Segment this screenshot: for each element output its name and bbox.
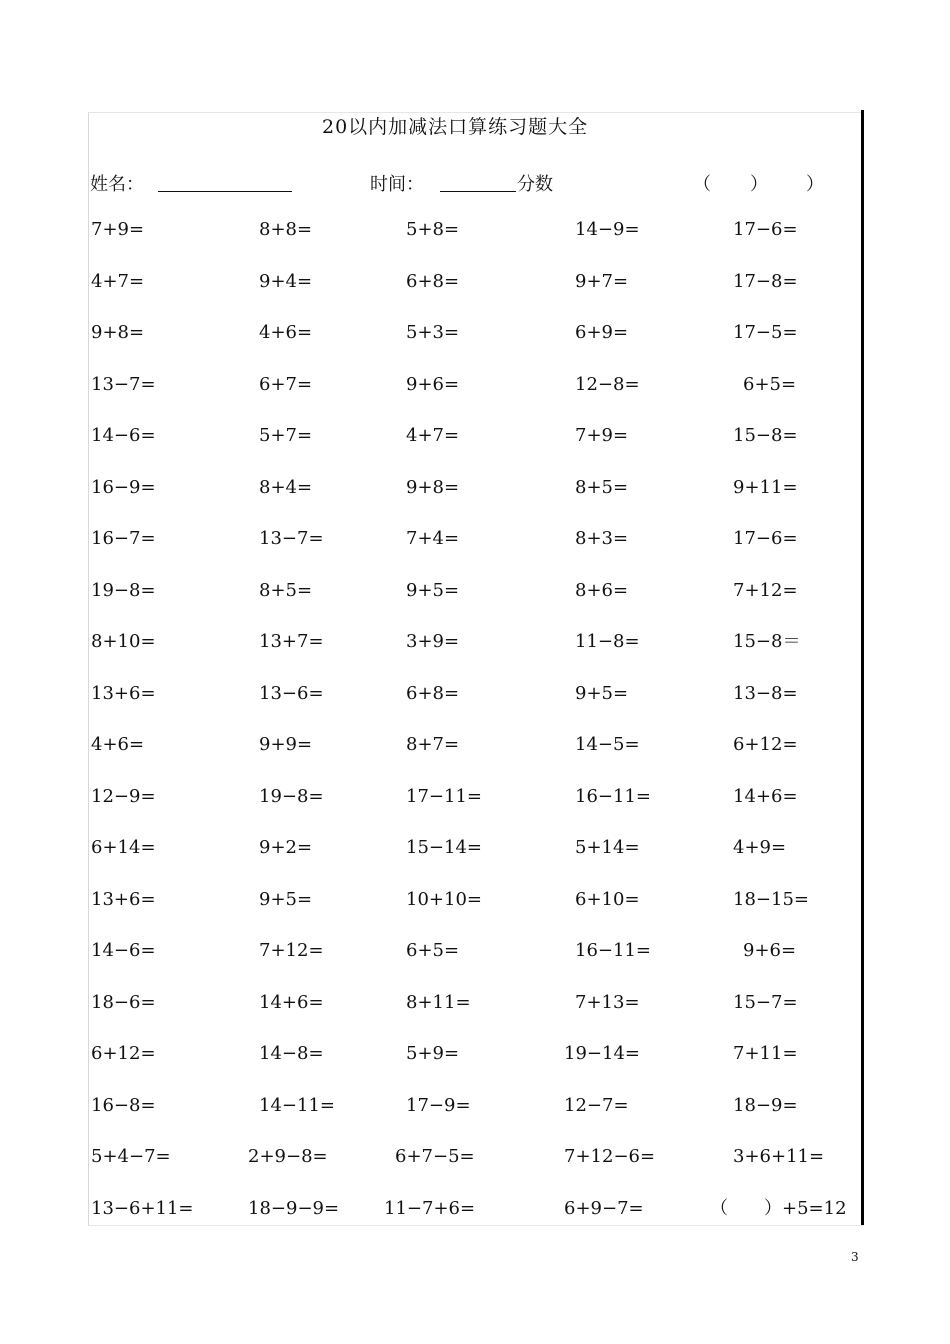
problem-cell: 4+6=	[259, 322, 313, 343]
score-bracket-open: （	[693, 174, 711, 195]
problem-cell: 13−7=	[259, 528, 324, 549]
problem-cell: 15−8＝	[733, 631, 801, 652]
problem-row	[0, 1091, 950, 1121]
problem-cell: 12−7=	[564, 1095, 629, 1116]
problem-cell: 14−6=	[91, 425, 156, 446]
problem-cell: 8+4=	[259, 477, 313, 498]
problem-cell: 13−6=	[259, 683, 324, 704]
problem-cell: 3+6+11=	[733, 1146, 825, 1167]
problem-cell: 7+12=	[733, 580, 798, 601]
problem-cell: 4+9=	[733, 837, 787, 858]
problem-row	[0, 1039, 950, 1069]
problem-cell: 6+5=	[743, 374, 797, 395]
problem-cell: 4+6=	[91, 734, 145, 755]
problem-cell: 17−6=	[733, 219, 798, 240]
problem-cell: 6+12=	[733, 734, 798, 755]
problem-cell: 13+6=	[91, 683, 156, 704]
problem-cell: 7+13=	[575, 992, 640, 1013]
problem-cell: 13+7=	[259, 631, 324, 652]
problem-cell: 8+3=	[575, 528, 629, 549]
problem-cell: 9+8=	[406, 477, 460, 498]
problem-cell: 8+10=	[91, 631, 156, 652]
problem-cell: （ ）+5=12	[710, 1198, 847, 1219]
problem-cell: 5+3=	[406, 322, 460, 343]
problem-cell: 7+4=	[406, 528, 460, 549]
problem-row	[0, 215, 950, 245]
problem-cell: 15−8=	[733, 425, 798, 446]
problem-cell: 13−7=	[91, 374, 156, 395]
problem-cell: 17−9=	[406, 1095, 471, 1116]
problem-cell: 9+5=	[259, 889, 313, 910]
problem-row	[0, 885, 950, 915]
problem-cell: 15−14=	[406, 837, 482, 858]
problem-cell: 9+11=	[733, 477, 798, 498]
problem-cell: 14+6=	[733, 786, 798, 807]
problem-cell: 6+8=	[406, 271, 460, 292]
problem-cell: 9+5=	[406, 580, 460, 601]
problem-row	[0, 1194, 950, 1224]
name-label: 姓名：	[90, 174, 144, 195]
problem-cell: 6+7=	[259, 374, 313, 395]
problem-cell: 14−5=	[575, 734, 640, 755]
problem-cell: 2+9−8=	[248, 1146, 328, 1167]
problem-cell: 18−6=	[91, 992, 156, 1013]
problem-row	[0, 833, 950, 863]
problem-cell: 4+7=	[91, 271, 145, 292]
problem-cell: 19−8=	[259, 786, 324, 807]
problem-cell: 6+9=	[575, 322, 629, 343]
page-title: 20以内加减法口算练习题大全	[322, 116, 589, 138]
problem-cell: 14−8=	[259, 1043, 324, 1064]
problem-cell: 6+8=	[406, 683, 460, 704]
time-label: 时间：	[370, 174, 424, 195]
problem-cell: 13−6+11=	[91, 1198, 194, 1219]
problem-cell: 5+7=	[259, 425, 313, 446]
problem-row	[0, 936, 950, 966]
problem-cell: 9+2=	[259, 837, 313, 858]
problem-cell: 10+10=	[406, 889, 482, 910]
problem-cell: 19−8=	[91, 580, 156, 601]
problem-cell: 18−15=	[733, 889, 809, 910]
problem-cell: 9+5=	[575, 683, 629, 704]
problem-cell: 6+14=	[91, 837, 156, 858]
problem-cell: 9+8=	[91, 322, 145, 343]
problem-cell: 9+6=	[406, 374, 460, 395]
problem-row	[0, 1142, 950, 1172]
problem-row	[0, 421, 950, 451]
problem-cell: 8+8=	[259, 219, 313, 240]
problem-cell: 6+5=	[406, 940, 460, 961]
problem-cell: 14−9=	[575, 219, 640, 240]
problem-cell: 7+12=	[259, 940, 324, 961]
problem-cell: 11−7+6=	[384, 1198, 476, 1219]
page-number: 3	[851, 1250, 859, 1264]
problem-row	[0, 782, 950, 812]
problem-cell: 14−6=	[91, 940, 156, 961]
problem-cell: 16−9=	[91, 477, 156, 498]
problem-cell: 14−11=	[259, 1095, 335, 1116]
problem-cell: 9+4=	[259, 271, 313, 292]
problem-cell: 17−6=	[733, 528, 798, 549]
problem-cell: 5+8=	[406, 219, 460, 240]
problem-cell: 7+9=	[575, 425, 629, 446]
problem-cell: 5+9=	[406, 1043, 460, 1064]
problem-cell: 16−11=	[575, 786, 651, 807]
problem-row	[0, 524, 950, 554]
problem-row	[0, 730, 950, 760]
problem-cell: 13−8=	[733, 683, 798, 704]
problem-cell: 8+11=	[406, 992, 471, 1013]
problem-cell: 8+5=	[259, 580, 313, 601]
problem-cell: 12−8=	[575, 374, 640, 395]
problem-cell: 16−7=	[91, 528, 156, 549]
problem-cell: 3+9=	[406, 631, 460, 652]
problem-cell: 8+7=	[406, 734, 460, 755]
problem-row	[0, 988, 950, 1018]
problem-cell: 19−14=	[564, 1043, 640, 1064]
problem-row	[0, 627, 950, 657]
problem-row	[0, 267, 950, 297]
problem-cell: 7+9=	[91, 219, 145, 240]
problem-cell: 16−8=	[91, 1095, 156, 1116]
problem-row	[0, 370, 950, 400]
problem-cell: 17−11=	[406, 786, 482, 807]
problem-cell: 8+6=	[575, 580, 629, 601]
problem-row	[0, 318, 950, 348]
problem-row	[0, 473, 950, 503]
problem-cell: 18−9=	[733, 1095, 798, 1116]
problem-cell: 16−11=	[575, 940, 651, 961]
problem-cell: 17−8=	[733, 271, 798, 292]
problem-cell: 9+9=	[259, 734, 313, 755]
problem-cell: 13+6=	[91, 889, 156, 910]
problem-cell: 5+14=	[575, 837, 640, 858]
score-bracket-mid: ）	[750, 174, 768, 195]
problem-cell: 7+12−6=	[564, 1146, 656, 1167]
problem-cell: 8+5=	[575, 477, 629, 498]
score-bracket-close: ）	[806, 174, 824, 195]
problem-row	[0, 576, 950, 606]
name-underline[interactable]	[158, 191, 292, 192]
problem-row	[0, 679, 950, 709]
problem-cell: 14+6=	[259, 992, 324, 1013]
problem-cell: 17−5=	[733, 322, 798, 343]
problem-cell: 6+7−5=	[395, 1146, 475, 1167]
problem-cell: 5+4−7=	[91, 1146, 171, 1167]
problem-cell: 12−9=	[91, 786, 156, 807]
score-label: 分数	[517, 174, 553, 195]
problem-cell: 4+7=	[406, 425, 460, 446]
time-underline[interactable]	[440, 191, 516, 192]
problem-cell: 15−7=	[733, 992, 798, 1013]
problem-cell: 7+11=	[733, 1043, 798, 1064]
problem-cell: 6+9−7=	[564, 1198, 644, 1219]
problem-cell: 6+10=	[575, 889, 640, 910]
problem-cell: 11−8=	[575, 631, 640, 652]
problem-cell: 9+6=	[743, 940, 797, 961]
problem-cell: 9+7=	[575, 271, 629, 292]
problem-cell: 6+12=	[91, 1043, 156, 1064]
problem-cell: 18−9−9=	[248, 1198, 340, 1219]
